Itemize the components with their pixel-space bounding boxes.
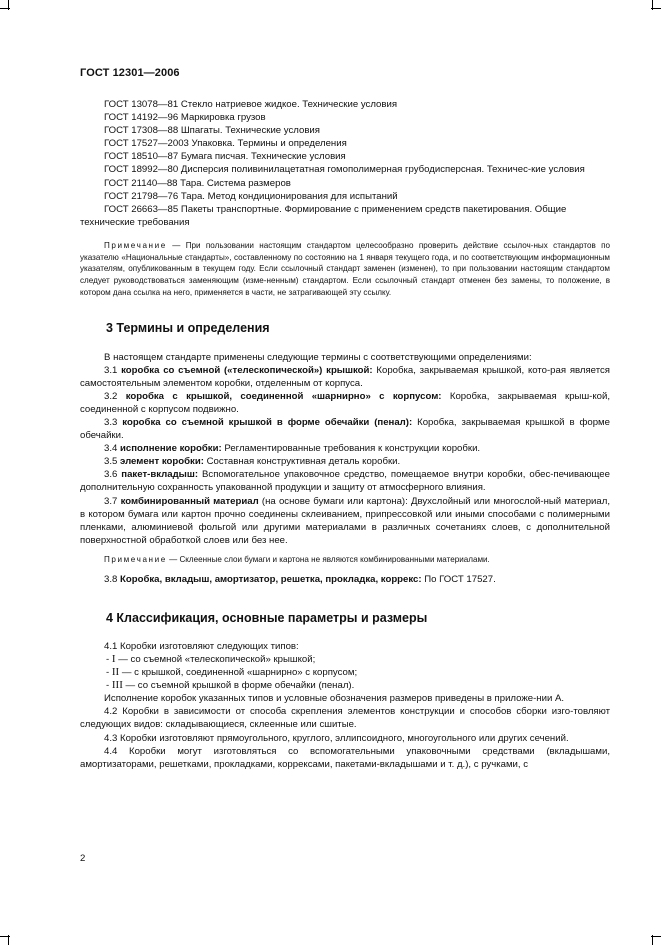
paragraph-4-2: 4.2 Коробки в зависимости от способа скрепления элементов конструкции и способов сборки изго-товляют следующих видов: складывающиеся, склеенные или сшитые. <box>80 706 610 731</box>
term-text: По ГОСТ 17527. <box>421 573 496 585</box>
term-name: коробка со съемной крышкой в форме обечайки (пенал): <box>122 417 413 429</box>
reference-item: ГОСТ 21140—88 Тара. Система размеров <box>104 177 291 189</box>
note-text: — При пользовании настоящим стандартом целесообразно проверить действие ссылоч-ных стандартов по указателю «Национальные стандарты», составленному по состоянию на 1 января текущего года, и по соответствующим информационным указателям, опубликованным в текущем году. Если ссылочный стандарт заменен (изменен), то при пользовании настоящим стандартом следует руководствоваться заменяющим (изме-ненным) стандартом. Если ссылочный стандарт отменен без замены, то положение, в котором дана ссылка на него, применяется в части, не затрагивающей эту ссылку. <box>80 240 610 297</box>
reference-item: ГОСТ 13078—81 Стекло натриевое жидкое. Технические условия <box>104 99 398 110</box>
term-number: 3.4 <box>104 443 121 455</box>
term-name: элемент коробки: <box>120 456 204 468</box>
type-numeral: II <box>111 666 120 679</box>
type-text: — со съемной «телескопической» крышкой; <box>115 653 316 665</box>
term-text: (на основе бумаги или картона): Двухслойный или многослой-ный материал, в котором бумага или картон прочно соединены склеиванием, припрессовкой или иными способами с полимерными пленками, алюминиевой фольгой или другими материалами в различных сочетаниях слоев, с дополнительной поверхностной обработкой слоев или без нее. <box>80 495 610 546</box>
reference-item: ГОСТ 21798—76 Тара. Метод кондиционирования для испытаний <box>104 190 398 202</box>
section-4-title: 4 Классификация, основные параметры и размеры <box>106 610 428 625</box>
section-3-title: 3 Термины и определения <box>106 321 270 336</box>
type-text: — с крышкой, соединенной «шарнирно» с корпусом; <box>119 667 358 679</box>
type-item <box>80 653 610 666</box>
note-label: Примечание <box>104 240 167 250</box>
reference-item: ГОСТ 18992—80 Дисперсия поливинилацетатная гомополимерная грубодисперсная. Техничес-кие условия <box>104 164 585 176</box>
term-number: 3.7 <box>104 495 121 507</box>
term-text: Коробка, закрываемая крышкой в форме обечайки. <box>80 417 610 442</box>
paragraph-execution: Исполнение коробок указанных типов и условные обозначения размеров приведены в приложе-нии А. <box>104 693 565 705</box>
reference-item: ГОСТ 14192—96 Маркировка грузов <box>104 112 266 124</box>
list-dash: - <box>106 667 112 679</box>
term-text: Коробка, закрываемая крыш-кой, соединенной с корпусом подвижно. <box>80 390 610 415</box>
term-definition <box>80 442 610 455</box>
paragraph-4-3: 4.3 Коробки изготовляют прямоугольного, круглого, эллипсоидного, многоугольного или других сечений. <box>104 732 569 744</box>
normative-references <box>80 98 610 229</box>
reference-item: ГОСТ 17308—88 Шпагаты. Технические условия <box>104 125 320 137</box>
paragraph-4-4: 4.4 Коробки могут изготовляться со вспомогательными упаковочными средствами (вкладышами, амортизаторами, решетками, прокладками, коррексами, пакетами-вкладышами и т. д.), с ручками, с <box>80 745 610 770</box>
note-laminated <box>80 554 610 566</box>
term-definition <box>80 455 610 468</box>
list-dash: - <box>106 653 112 665</box>
term-definition <box>80 416 610 442</box>
type-numeral: I <box>111 652 116 665</box>
term-name: комбинированный материал <box>120 495 259 507</box>
note-text: — Склеенные слои бумаги и картона не являются комбинированными материалами. <box>166 554 490 564</box>
crop-mark <box>8 935 9 945</box>
term-name: коробка со съемной («телескопической») крышкой: <box>121 364 373 376</box>
term-name: исполнение коробки: <box>120 443 222 455</box>
document-header: ГОСТ 12301—2006 <box>80 67 180 79</box>
term-definition <box>80 468 610 494</box>
reference-item: ГОСТ 26663—85 Пакеты транспортные. Формирование с применением средств пакетирования. Общие технические требования <box>80 203 567 228</box>
term-text: Вспомогательное упаковочное средство, помещаемое внутри коробки, обес-печивающее дополнительную сохранность упакованной продукции и защиту от атмосферного влияния. <box>80 469 610 494</box>
crop-mark <box>652 0 653 10</box>
term-number: 3.6 <box>104 469 122 481</box>
term-definition <box>80 364 610 390</box>
term-number: 3.3 <box>104 417 123 429</box>
term-name: пакет-вкладыш: <box>121 469 199 481</box>
note-label: Примечание <box>104 554 167 564</box>
term-text: Коробка, закрываемая крышкой, кото-рая является самостоятельным элементом коробки, отделенным от корпуса. <box>80 364 610 389</box>
term-number: 3.2 <box>104 390 126 402</box>
section-3-intro: В настоящем стандарте применены следующие термины с соответствующими определениями: <box>104 351 532 363</box>
term-text: Регламентированные требования к конструкции коробки. <box>221 443 481 455</box>
term-number: 3.5 <box>104 456 121 468</box>
term-definition <box>80 390 610 416</box>
reference-item: ГОСТ 17527—2003 Упаковка. Термины и определения <box>104 138 347 150</box>
page-content <box>80 98 610 771</box>
term-name: коробка с крышкой, соединенной «шарнирно» с корпусом: <box>125 390 442 402</box>
term-definition <box>80 573 610 586</box>
crop-mark <box>8 0 9 10</box>
type-item <box>80 679 610 692</box>
type-item <box>80 666 610 679</box>
type-numeral: III <box>111 679 123 692</box>
list-dash: - <box>106 680 112 692</box>
term-text: Составная конструктивная деталь коробки. <box>203 456 401 468</box>
type-text: — со съемной крышкой в форме обечайки (пенал). <box>122 680 355 692</box>
paragraph-4-1: 4.1 Коробки изготовляют следующих типов: <box>104 640 299 652</box>
reference-item: ГОСТ 18510—87 Бумага писчая. Технические условия <box>104 151 346 163</box>
crop-mark <box>652 935 653 945</box>
page-number: 2 <box>80 853 86 864</box>
term-name: Коробка, вкладыш, амортизатор, решетка, прокладка, коррекс: <box>120 573 422 585</box>
term-definition <box>80 495 610 547</box>
term-number: 3.8 <box>104 573 121 585</box>
term-number: 3.1 <box>104 364 122 376</box>
note-references <box>80 240 610 299</box>
